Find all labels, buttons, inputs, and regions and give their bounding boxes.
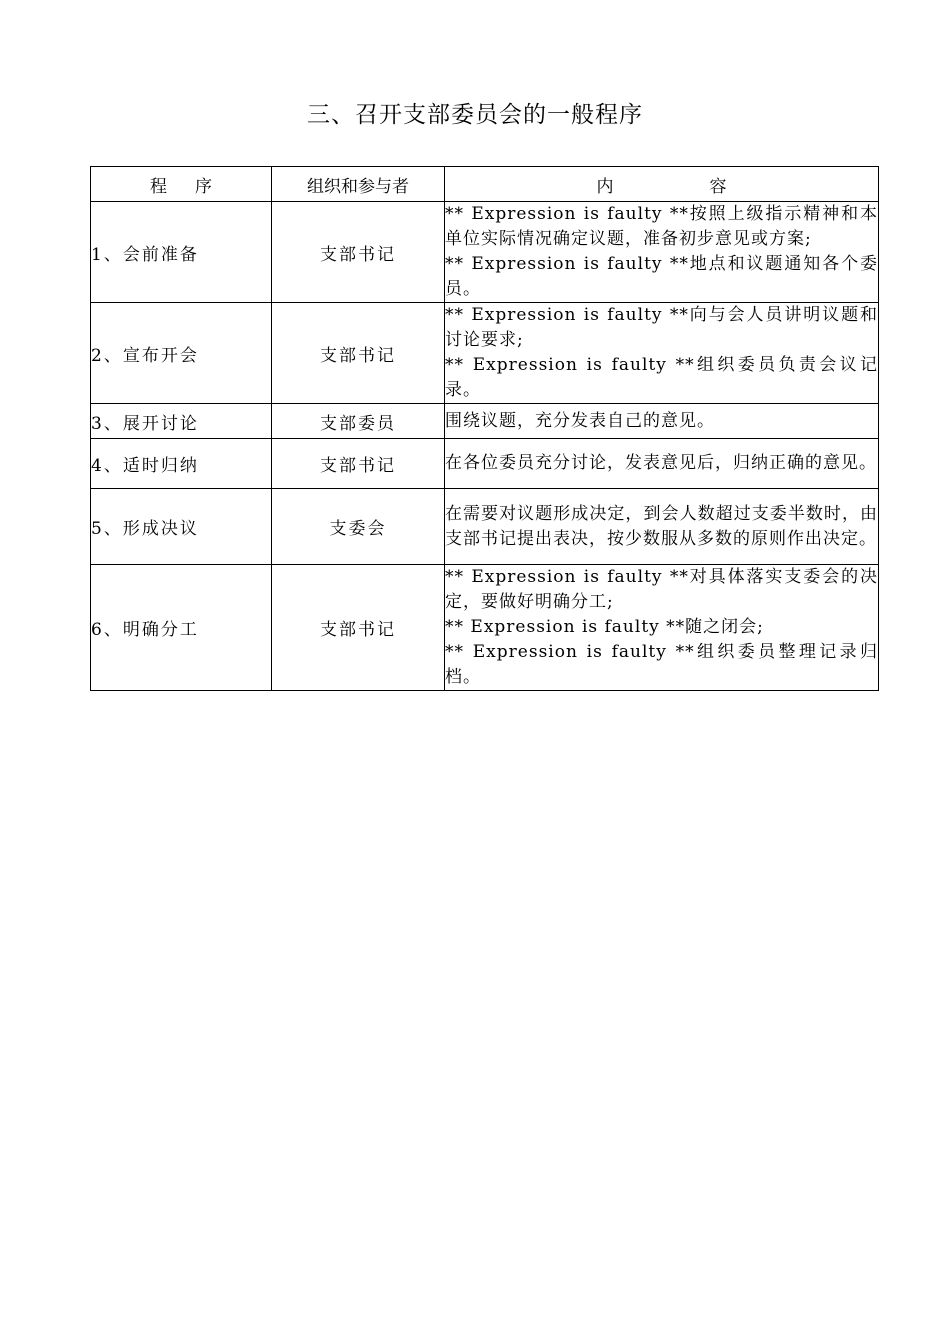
table-row — [91, 565, 879, 691]
table-row — [91, 439, 879, 489]
org-cell: 支部书记 — [272, 303, 445, 404]
org-cell: 支委会 — [272, 489, 445, 565]
step-cell: 4、适时归纳 — [91, 439, 272, 489]
content-line: ** Expression is faulty **按照上级指示精神和本单位实际情况确定议题，准备初步意见或方案; — [445, 204, 878, 249]
content-line: 在各位委员充分讨论，发表意见后，归纳正确的意见。 — [445, 453, 877, 473]
table-row — [91, 303, 879, 404]
step-cell: 5、形成决议 — [91, 489, 272, 565]
content-line: 在需要对议题形成决定，到会人数超过支委半数时，由支部书记提出表决，按少数服从多数的原则作出决定。 — [445, 503, 878, 549]
org-cell: 支部书记 — [272, 565, 445, 691]
content-line: 围绕议题，充分发表自己的意见。 — [445, 410, 715, 431]
table-row — [91, 489, 879, 565]
content-line: ** Expression is faulty **向与会人员讲明议题和讨论要求; — [445, 305, 878, 350]
header-step: 程 序 — [91, 167, 272, 202]
content-cell — [445, 404, 879, 439]
content-cell — [445, 303, 879, 404]
page-title: 三、召开支部委员会的一般程序 — [307, 102, 643, 128]
content-cell — [445, 202, 879, 303]
content-cell — [445, 565, 879, 691]
content-line: ** Expression is faulty **地点和议题通知各个委员。 — [445, 254, 878, 299]
header-content: 内 容 — [445, 167, 879, 202]
content-cell — [445, 489, 879, 565]
org-cell: 支部书记 — [272, 202, 445, 303]
procedure-table — [90, 166, 879, 691]
org-cell: 支部委员 — [272, 404, 445, 439]
content-line: ** Expression is faulty **组织委员负责会议记录。 — [445, 355, 878, 400]
org-cell: 支部书记 — [272, 439, 445, 489]
table-header-row — [91, 167, 879, 202]
step-cell: 2、宣布开会 — [91, 303, 272, 404]
table-row — [91, 202, 879, 303]
header-org: 组织和参与者 — [272, 167, 445, 202]
content-line: ** Expression is faulty **对具体落实支委会的决定，要做好明确分工; — [445, 567, 878, 612]
content-cell — [445, 439, 879, 489]
step-cell: 3、展开讨论 — [91, 404, 272, 439]
step-cell: 1、会前准备 — [91, 202, 272, 303]
table-row — [91, 404, 879, 439]
content-line: ** Expression is faulty **随之闭会; — [445, 617, 764, 637]
content-line: ** Expression is faulty **组织委员整理记录归档。 — [445, 642, 878, 687]
step-cell: 6、明确分工 — [91, 565, 272, 691]
